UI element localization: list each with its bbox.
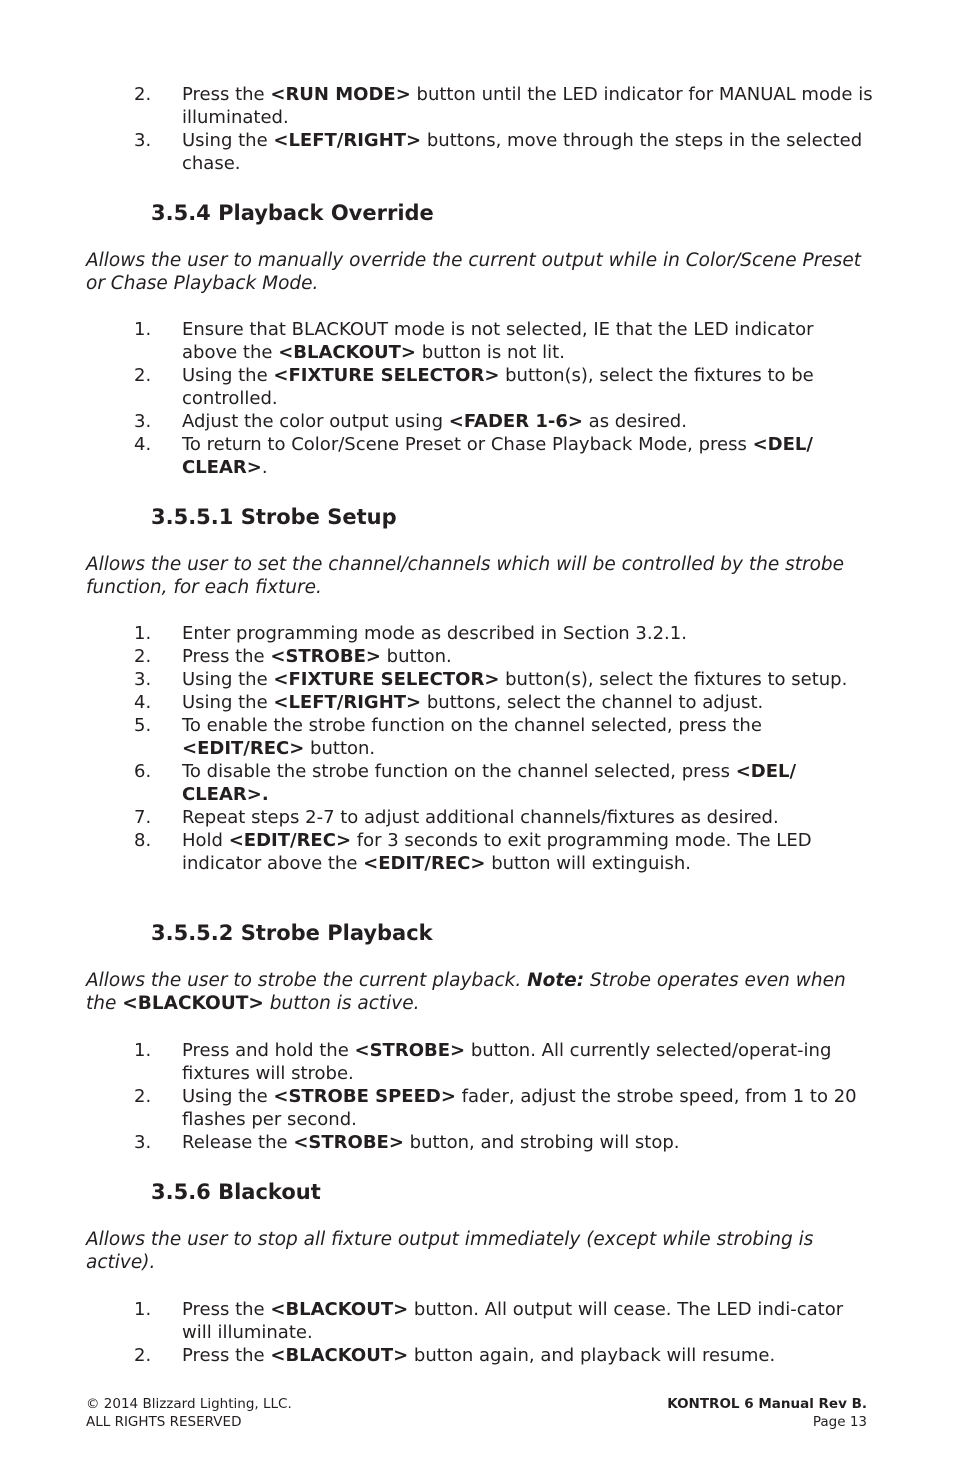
text-run: Hold	[182, 830, 229, 851]
bold-label: <EDIT/REC>	[228, 830, 352, 851]
list-item-text	[182, 646, 452, 667]
text-run: Repeat steps 2-7 to adjust additional channels/fixtures as desired.	[182, 807, 779, 828]
intro-strobe-playback	[86, 969, 876, 1015]
bold-label: <BLACKOUT>	[270, 1299, 409, 1320]
list-item-text	[182, 715, 762, 759]
list-item-text	[182, 130, 862, 174]
text-run: .	[261, 457, 268, 478]
list-item-number: 2.	[134, 365, 152, 386]
footer-page-number: Page 13	[812, 1414, 867, 1430]
text-run: To enable the strobe function on the channel selected, press the	[182, 715, 762, 736]
list-item-text	[182, 434, 813, 478]
text-run: Allows the user to manually override the current output while in Color/Scene Preset or Chase Playback Mode.	[86, 250, 861, 294]
text-run: Enter programming mode as described in Section 3.2.1.	[182, 623, 687, 644]
list-item	[134, 691, 874, 714]
list-item-text	[182, 1132, 680, 1153]
list-item	[134, 129, 874, 175]
list-item-number: 8.	[134, 830, 152, 851]
text-run: button. All output will cease. The LED indi-cator will illuminate.	[182, 1299, 844, 1343]
steps-list-top	[134, 83, 874, 175]
list-item	[134, 714, 874, 760]
text-run: buttons, select the channel to adjust.	[421, 692, 764, 713]
list-item	[134, 318, 874, 364]
list-item-text	[182, 830, 812, 874]
text-run: Press and hold the	[182, 1040, 355, 1061]
list-item-number: 2.	[134, 646, 152, 667]
intro-strobe-setup	[86, 553, 876, 599]
footer-right	[667, 1395, 867, 1431]
list-item	[134, 410, 874, 433]
bold-label: <DEL/ CLEAR>.	[182, 761, 797, 805]
list-item	[134, 1344, 874, 1367]
heading-strobe-playback: 3.5.5.2 Strobe Playback	[151, 921, 433, 945]
list-item	[134, 364, 874, 410]
bold-label: <BLACKOUT>	[278, 342, 417, 363]
text-run: button, and strobing will stop.	[403, 1132, 680, 1153]
bold-label: <STROBE>	[293, 1132, 404, 1153]
text-run: button(s), select the fixtures to be controlled.	[182, 365, 814, 409]
list-item-text	[182, 761, 796, 805]
text-run: button(s), select the fixtures to setup.	[499, 669, 848, 690]
text-run: button again, and playback will resume.	[408, 1345, 776, 1366]
list-item-text	[182, 1299, 843, 1343]
footer-left	[86, 1395, 292, 1431]
bold-label: <BLACKOUT>	[122, 993, 264, 1014]
list-item-number: 2.	[134, 1086, 152, 1107]
text-run: Adjust the color output using	[182, 411, 449, 432]
text-run: Press the	[182, 1345, 271, 1366]
heading-playback-override: 3.5.4 Playback Override	[151, 201, 434, 225]
list-item-number: 1.	[134, 623, 152, 644]
list-item-text	[182, 692, 763, 713]
text-run: button until the LED indicator for MANUAL mode is illuminated.	[182, 84, 873, 128]
list-item-number: 2.	[134, 84, 152, 105]
list-item	[134, 668, 874, 691]
text-run: buttons, move through the steps in the selected chase.	[182, 130, 863, 174]
bold-label: <STROBE SPEED>	[273, 1086, 456, 1107]
text-run: button. All currently selected/operat-ing fixtures will strobe.	[182, 1040, 832, 1084]
heading-strobe-setup: 3.5.5.1 Strobe Setup	[151, 505, 397, 529]
text-run: Strobe operates even when the	[86, 970, 846, 1014]
text-run: Release the	[182, 1132, 294, 1153]
text-run: Press the	[182, 646, 271, 667]
text-run: as desired.	[582, 411, 687, 432]
text-run: button is active.	[263, 993, 420, 1014]
footer-manual-title: KONTROL 6 Manual Rev B.	[667, 1396, 867, 1412]
text-run: To return to Color/Scene Preset or Chase Playback Mode, press	[182, 434, 753, 455]
list-item-text	[182, 1086, 857, 1130]
list-item-number: 1.	[134, 319, 152, 340]
text-run: Allows the user to stop all fixture output immediately (except while strobing is active).	[86, 1229, 814, 1273]
text-run: fader, adjust the strobe speed, from 1 to 20 flashes per second.	[182, 1086, 857, 1130]
list-item-number: 3.	[134, 130, 152, 151]
text-run: button.	[380, 646, 452, 667]
bold-label: <BLACKOUT>	[270, 1345, 409, 1366]
steps-list-playback-override	[134, 318, 874, 479]
bold-label: <EDIT/REC>	[182, 738, 305, 759]
text-run: Using the	[182, 130, 274, 151]
list-item-text	[182, 1040, 831, 1084]
list-item	[134, 806, 874, 829]
text-run: button will extinguish.	[485, 853, 691, 874]
list-item	[134, 829, 874, 875]
list-item	[134, 1298, 874, 1344]
list-item-text	[182, 1345, 775, 1366]
steps-list-strobe-setup	[134, 622, 874, 875]
list-item	[134, 760, 874, 806]
list-item-text	[182, 365, 814, 409]
text-run: for 3 seconds to exit programming mode. The LED indicator above the	[182, 830, 812, 874]
bold-label: <LEFT/RIGHT>	[273, 130, 422, 151]
text-run: Using the	[182, 365, 274, 386]
text-run: Press the	[182, 1299, 271, 1320]
list-item-text	[182, 319, 814, 363]
list-item	[134, 83, 874, 129]
text-run: Using the	[182, 1086, 274, 1107]
list-item-text	[182, 807, 779, 828]
list-item-text	[182, 84, 873, 128]
list-item	[134, 622, 874, 645]
footer-rights: ALL RIGHTS RESERVED	[86, 1414, 242, 1430]
steps-list-blackout	[134, 1298, 874, 1367]
bold-label: <DEL/ CLEAR>	[182, 434, 813, 478]
list-item	[134, 1085, 874, 1131]
bold-label: <FIXTURE SELECTOR>	[273, 669, 500, 690]
list-item-number: 4.	[134, 692, 152, 713]
list-item-number: 7.	[134, 807, 152, 828]
list-item	[134, 433, 874, 479]
bold-label: Note:	[527, 970, 585, 991]
list-item	[134, 1039, 874, 1085]
list-item-number: 5.	[134, 715, 152, 736]
bold-label: <STROBE>	[354, 1040, 466, 1061]
bold-label: <STROBE>	[270, 646, 381, 667]
list-item	[134, 645, 874, 668]
list-item-number: 3.	[134, 669, 152, 690]
text-run: button is not lit.	[416, 342, 565, 363]
text-run: Allows the user to set the channel/channels which will be controlled by the strobe function, for each fixture.	[86, 554, 845, 598]
text-run: Using the	[182, 669, 274, 690]
intro-blackout	[86, 1228, 876, 1274]
list-item-text	[182, 623, 687, 644]
bold-label: <FIXTURE SELECTOR>	[273, 365, 500, 386]
bold-label: <EDIT/REC>	[363, 853, 486, 874]
text-run: To disable the strobe function on the channel selected, press	[182, 761, 736, 782]
list-item-number: 2.	[134, 1345, 152, 1366]
steps-list-strobe-playback	[134, 1039, 874, 1154]
list-item-text	[182, 669, 847, 690]
list-item-number: 6.	[134, 761, 152, 782]
bold-label: <RUN MODE>	[270, 84, 411, 105]
text-run: button.	[304, 738, 376, 759]
text-run: Ensure that BLACKOUT mode is not selected, IE that the LED indicator above the	[182, 319, 814, 363]
text-run: Allows the user to strobe the current playback.	[86, 970, 528, 991]
text-run: Press the	[182, 84, 271, 105]
list-item-number: 3.	[134, 411, 152, 432]
bold-label: <FADER 1-6>	[448, 411, 583, 432]
heading-blackout: 3.5.6 Blackout	[151, 1180, 321, 1204]
list-item-number: 3.	[134, 1132, 152, 1153]
bold-label: <LEFT/RIGHT>	[273, 692, 422, 713]
footer-copyright: © 2014 Blizzard Lighting, LLC.	[86, 1396, 292, 1412]
list-item-number: 1.	[134, 1040, 152, 1061]
list-item-text	[182, 411, 687, 432]
list-item-number: 4.	[134, 434, 152, 455]
list-item-number: 1.	[134, 1299, 152, 1320]
text-run: Using the	[182, 692, 274, 713]
intro-playback-override	[86, 249, 876, 295]
list-item	[134, 1131, 874, 1154]
